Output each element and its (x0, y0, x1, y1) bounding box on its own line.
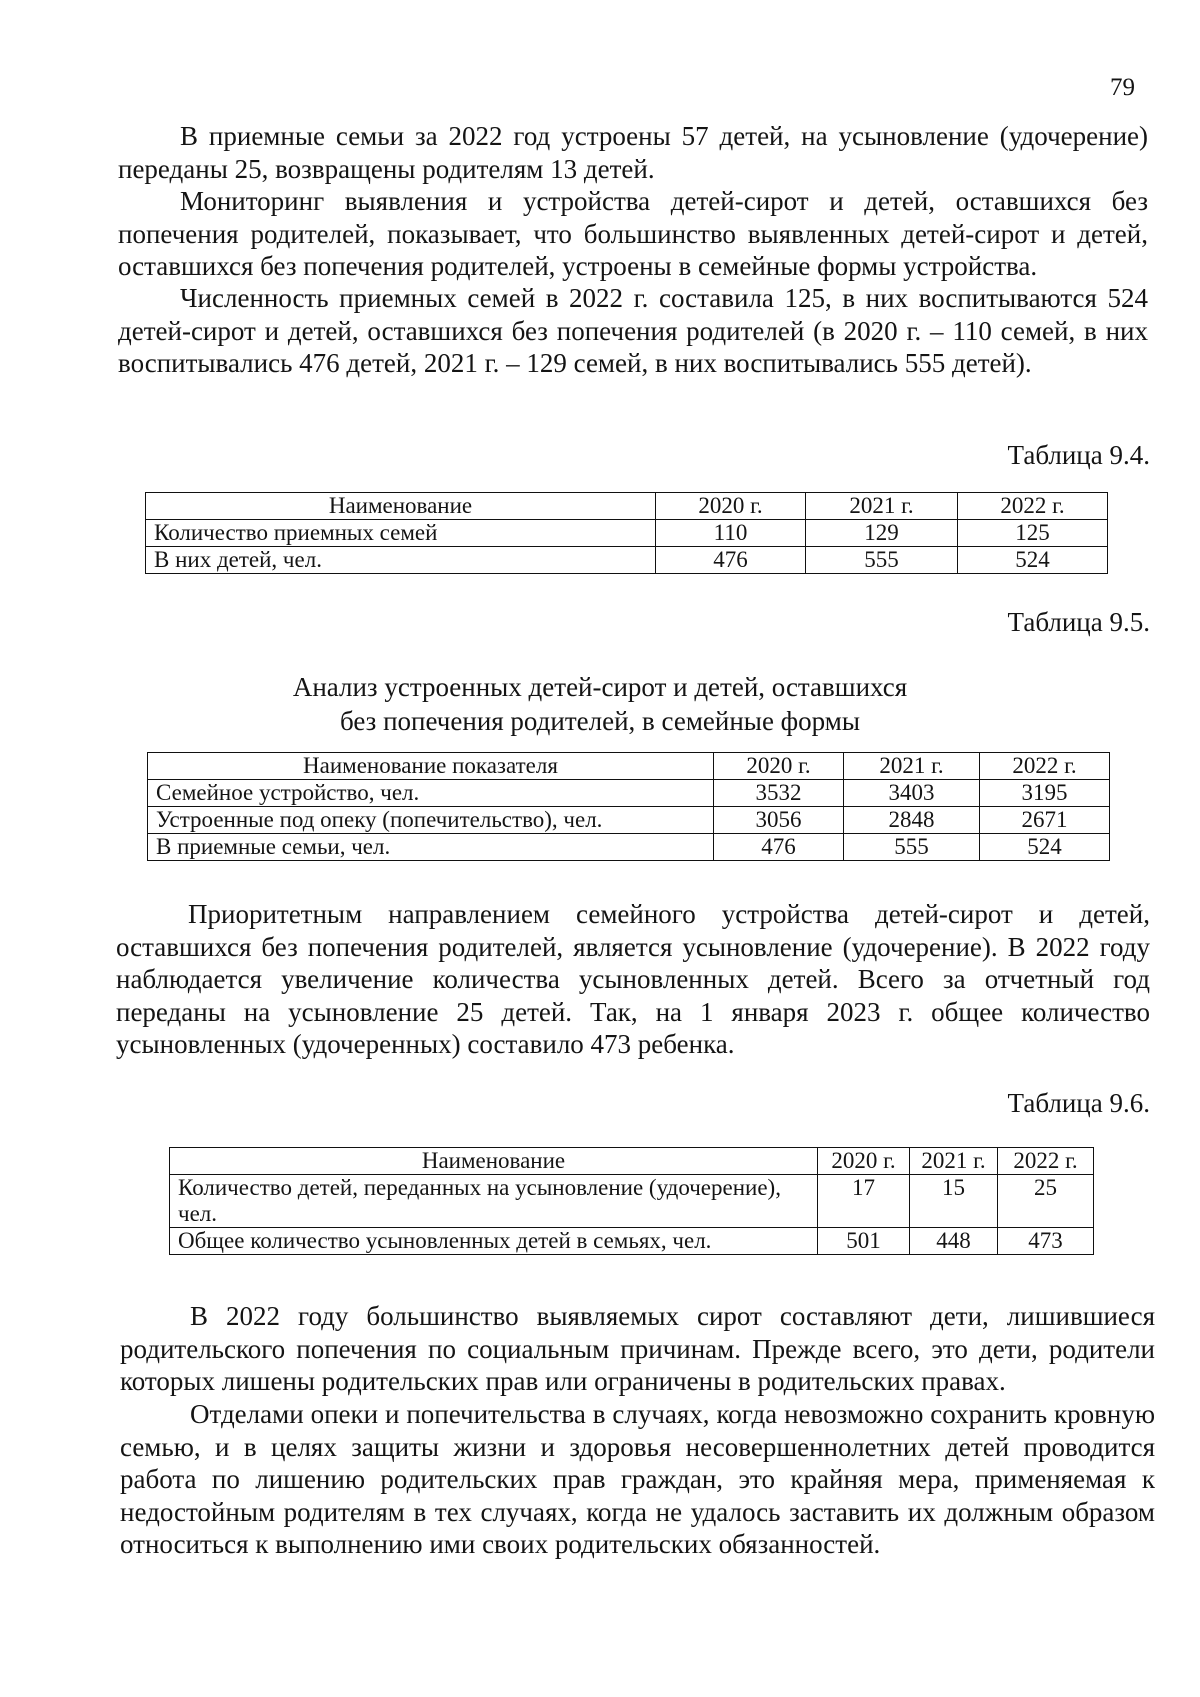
table-header-cell: 2022 г. (980, 753, 1110, 780)
table-9-6 (169, 1147, 1094, 1255)
table-cell: 448 (910, 1228, 998, 1255)
table-header-cell: 2021 г. (806, 493, 958, 520)
table-row (148, 834, 1110, 861)
table-cell: Общее количество усыновленных детей в семьях, чел. (170, 1228, 818, 1255)
table-cell: 3532 (714, 780, 844, 807)
table-cell: 555 (844, 834, 980, 861)
table-9-5-title (250, 670, 950, 738)
table-cell: 2848 (844, 807, 980, 834)
table-cell: 25 (998, 1175, 1094, 1228)
table-header-cell: 2020 г. (818, 1148, 910, 1175)
table-9-5-title-line: без попечения родителей, в семейные формы (339, 706, 860, 736)
table-cell: 15 (910, 1175, 998, 1228)
paragraph-foster-placement: В приемные семьи за 2022 год устроены 57 детей, на усыновление (удочерение) переданы 25, возвращены родителям 13 детей. (118, 121, 1148, 184)
table-row (170, 1175, 1094, 1228)
paragraph-social-orphans: В 2022 году большинство выявляемых сирот составляют дети, лишившиеся родительского попечения по социальным причинам. Прежде всего, это дети, родители которых лишены родительских прав или ограничены в родительских правах. (120, 1301, 1155, 1396)
table-cell: 3403 (844, 780, 980, 807)
table-row (146, 547, 1108, 574)
table-row (148, 780, 1110, 807)
table-cell: Количество приемных семей (146, 520, 656, 547)
table-cell: 17 (818, 1175, 910, 1228)
table-row (146, 520, 1108, 547)
table-cell: 125 (958, 520, 1108, 547)
table-header-row (148, 753, 1110, 780)
page-number: 79 (1110, 74, 1135, 101)
table-9-4 (145, 492, 1108, 574)
table-cell: Семейное устройство, чел. (148, 780, 714, 807)
paragraph-foster-count: Численность приемных семей в 2022 г. составила 125, в них воспитываются 524 детей-сирот и детей, оставшихся без попечения родителей (в 2020 г. – 110 семей, в них воспитывались 476 детей, 2021 г. – 129 семей, в них воспитывались 555 детей). (118, 283, 1148, 378)
paragraph-adoption-priority: Приоритетным направлением семейного устройства детей-сирот и детей, оставшихся без попечения родителей, является усыновление (удочерение). В 2022 году наблюдается увеличение количества усыновленных детей. Всего за отчетный год переданы на усыновление 25 детей. Так, на 1 января 2023 г. общее количество усыновленных (удочеренных) составило 473 ребенка. (116, 899, 1150, 1059)
table-cell: Устроенные под опеку (попечительство), чел. (148, 807, 714, 834)
table-row (170, 1228, 1094, 1255)
table-cell: 473 (998, 1228, 1094, 1255)
table-header-cell: Наименование (146, 493, 656, 520)
table-cell: 524 (958, 547, 1108, 574)
table-cell: В них детей, чел. (146, 547, 656, 574)
table-9-5-title-line: Анализ устроенных детей-сирот и детей, оставшихся (292, 672, 908, 702)
table-cell: 501 (818, 1228, 910, 1255)
table-header-cell: 2022 г. (998, 1148, 1094, 1175)
table-cell: 110 (656, 520, 806, 547)
table-cell: 476 (714, 834, 844, 861)
paragraph-guardianship-work: Отделами опеки и попечительства в случаях, когда невозможно сохранить кровную семью, и в целях защиты жизни и здоровья несовершеннолетних детей проводится работа по лишению родительских прав граждан, это крайняя мера, применяемая к недостойным родителям в тех случаях, когда не удалось заставить их должным образом относиться к выполнению ими своих родительских обязанностей. (120, 1399, 1155, 1559)
table-cell: 3056 (714, 807, 844, 834)
table-cell: 524 (980, 834, 1110, 861)
table-header-cell: 2021 г. (910, 1148, 998, 1175)
table-9-4-caption: Таблица 9.4. (1007, 440, 1150, 470)
table-cell: 555 (806, 547, 958, 574)
table-header-cell: Наименование показателя (148, 753, 714, 780)
table-header-cell: 2020 г. (714, 753, 844, 780)
table-cell: Количество детей, переданных на усыновление (удочерение), чел. (170, 1175, 818, 1228)
table-header-cell: 2020 г. (656, 493, 806, 520)
paragraph-monitoring: Мониторинг выявления и устройства детей-сирот и детей, оставшихся без попечения родителей, показывает, что большинство выявленных детей-сирот и детей, оставшихся без попечения родителей, устроены в семейные формы устройства. (118, 186, 1148, 281)
table-9-6-caption: Таблица 9.6. (1007, 1088, 1150, 1118)
table-header-cell: Наименование (170, 1148, 818, 1175)
table-cell: 476 (656, 547, 806, 574)
table-cell: 3195 (980, 780, 1110, 807)
table-row (148, 807, 1110, 834)
table-cell: 2671 (980, 807, 1110, 834)
table-header-cell: 2022 г. (958, 493, 1108, 520)
table-cell: 129 (806, 520, 958, 547)
table-header-cell: 2021 г. (844, 753, 980, 780)
table-9-5-caption: Таблица 9.5. (1007, 607, 1150, 637)
table-header-row (146, 493, 1108, 520)
table-header-row (170, 1148, 1094, 1175)
table-cell: В приемные семьи, чел. (148, 834, 714, 861)
table-9-5 (147, 752, 1110, 861)
